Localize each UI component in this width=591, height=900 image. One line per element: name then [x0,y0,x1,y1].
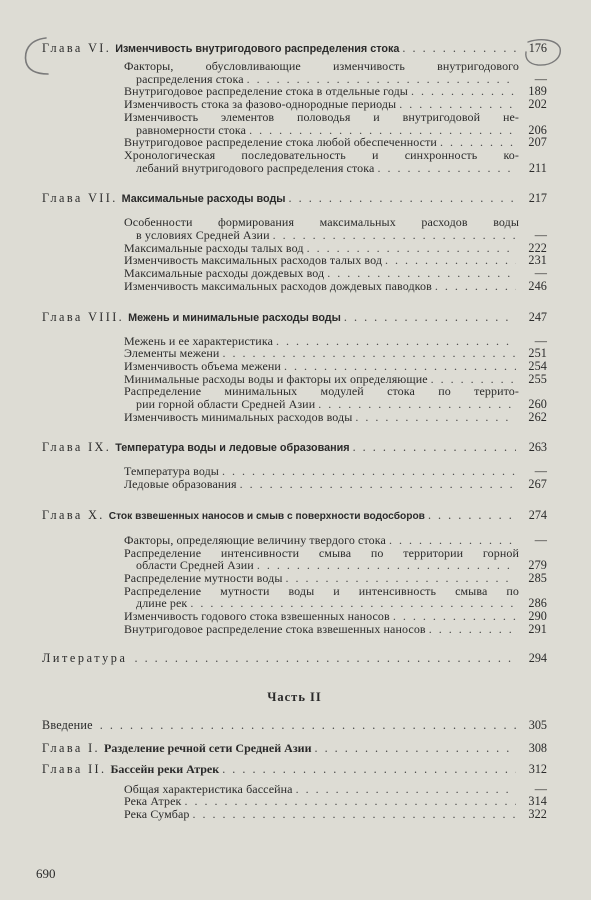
entry-text-line: Общая характеристика бассейна [124,781,293,796]
chapter-page: 274 [528,507,547,522]
toc-entry[interactable] [124,360,547,373]
entry-text-line: Внутригодовое распределение стока взвешенных наносов [124,621,426,636]
chapter-title: Разделение речной сети Средней Азии [103,740,312,755]
spacer [42,491,547,507]
leader-dots [318,398,516,411]
chapter-title: Изменчивость внутригодового распределения стока [115,43,400,55]
entry-text-line: Изменчивость максимальных расходов талых вод [124,253,383,268]
entry-text-line: Изменчивость минимальных расходов воды [124,409,353,424]
part-heading: Часть II [267,689,322,704]
section-list [42,783,547,821]
leader-dots [429,623,516,636]
leader-dots [344,309,516,325]
chapter-block [42,761,547,821]
page-number: 690 [36,866,56,881]
leader-dots [393,610,516,623]
entry-text-line: Факторы, определяющие величину твердого стока [124,532,386,547]
spacer [42,293,547,309]
entry-page: — [534,71,547,86]
section-list [42,335,547,424]
entry-text-line: Распределение интенсивности смыва по территории горной [124,545,519,560]
chapter-block [42,439,547,490]
chapter-title: Максимальные расходы воды [121,193,286,206]
entry-text-line: Максимальные расходы дождевых вод [124,266,325,281]
entry-page: 314 [528,794,547,809]
section-list [42,465,547,490]
intro-label: Введение [42,717,93,732]
leader-dots [284,360,516,373]
toc-entry[interactable] [124,795,547,808]
entry-text-line: рии горной области Средней Азии [136,397,316,412]
entry-text-line: Изменчивость максимальных расходов дождевых паводков [124,278,432,293]
entry-text-line: Река Сумбар [124,806,190,821]
toc-entry[interactable] [124,267,547,280]
entry-text-line: Особенности формирования максимальных расходов воды [124,215,519,230]
chapter-title: Бассейн реки Атрек [110,761,220,776]
spacer [42,733,547,740]
entry-page: 262 [528,409,547,424]
chapter-page: 263 [528,440,547,455]
toc-entry[interactable] [124,111,547,136]
entry-text-line: распределения стока [136,71,244,86]
entry-text-line: Максимальные расходы талых вод [124,240,304,255]
chapter-heading[interactable] [42,190,547,207]
leader-dots [100,717,516,733]
chapter-label: Глава IX. [42,440,112,455]
leader-dots [273,229,516,242]
leader-dots [327,267,516,280]
chapter-heading[interactable] [42,507,547,525]
entry-page: 255 [528,371,547,386]
entry-page: — [534,781,547,796]
chapter-page: 312 [528,761,547,776]
toc-entry[interactable] [124,98,547,111]
toc-entry[interactable] [124,623,547,636]
leader-dots [435,280,516,293]
leader-dots [399,98,516,111]
toc-entry[interactable] [124,280,547,293]
intro-entry[interactable] [42,717,547,733]
entry-page: 251 [528,346,547,361]
spacer [42,423,547,439]
entry-text-line: Река Атрек [124,794,182,809]
entry-page: — [534,228,547,243]
chapter-page: 176 [528,41,547,55]
toc-entry[interactable] [124,478,547,491]
chapter-label: Глава VIII. [42,309,125,324]
entry-page: — [534,333,547,348]
entry-text-line: области Средней Азии [136,558,254,573]
chapter-heading[interactable] [42,40,547,57]
leader-dots [428,507,516,523]
leader-dots [296,783,516,796]
entry-page: 279 [528,558,547,573]
leader-dots [222,465,516,478]
entry-page: — [534,532,547,547]
entry-text-line: в условиях Средней Азии [136,228,270,243]
entry-page: 189 [528,84,547,99]
section-list [42,216,547,292]
toc-entry[interactable] [124,783,547,796]
entry-text-line: равномерности стока [136,122,247,137]
chapter-block [42,190,547,292]
literature-label: Литература [42,650,128,665]
leader-dots [314,740,516,756]
entry-text-line: Температура воды [124,464,219,479]
leader-dots [222,761,516,777]
chapter-page: 247 [528,309,547,324]
chapter-page: 217 [528,191,547,206]
entry-page: 285 [528,570,547,585]
entry-text-line: Распределение мутности воды [124,570,283,585]
section-list [42,534,547,636]
entry-text-line: Минимальные расходы воды и факторы их определяющие [124,371,428,386]
entry-page: 286 [528,596,547,611]
toc-entry[interactable] [124,385,547,410]
entry-page: 260 [528,397,547,412]
chapter-heading[interactable] [42,439,547,456]
toc-entry[interactable] [124,585,547,610]
entry-text-line: Внутригодовое распределение стока любой обеспеченности [124,135,437,150]
spacer [42,174,547,190]
chapter-label: Глава VII. [42,191,118,206]
entry-text-line: Хронологическая последовательность и синхронность ко- [124,147,519,162]
toc-entry[interactable] [124,411,547,424]
leader-dots [193,808,517,821]
entry-page: 207 [528,135,547,150]
chapter-label: Глава II. [42,761,107,776]
leader-dots [276,335,516,348]
entry-page: 202 [528,97,547,112]
entry-text-line: Изменчивость годового стока взвешенных наносов [124,609,390,624]
chapter-heading[interactable] [42,761,547,777]
entry-page: 222 [528,240,547,255]
chapter-title: Сток взвешенных наносов и смыв с поверхности водосборов [108,510,425,522]
chapter-heading[interactable] [42,309,547,326]
leader-dots [377,162,516,175]
entry-text-line: Изменчивость объема межени [124,358,281,373]
entry-text-line: Элементы межени [124,346,220,361]
literature-entry[interactable] [42,650,547,666]
chapter-label: Глава X. [42,507,105,522]
entry-page: 267 [528,477,547,492]
entry-text-line: Изменчивость элементов половодья и внутригодовой не- [124,109,519,124]
entry-text-line: Изменчивость стока за фазово-однородные периоды [124,97,397,112]
leader-dots [402,40,516,56]
literature-page: 294 [528,650,547,665]
entry-text-line: лебаний внутригодового распределения стока [136,160,375,175]
entry-page: — [534,266,547,281]
leader-dots [286,572,517,585]
toc-entry[interactable] [124,149,547,174]
leader-dots [355,411,516,424]
toc-entry[interactable] [124,610,547,623]
chapter-block [42,40,547,174]
entry-text-line: Ледовые образования [124,477,237,492]
entry-text-line: Факторы, обусловливающие изменчивость внутригодового [124,59,519,73]
entry-page: 206 [528,122,547,137]
chapter-block [42,507,547,636]
entry-page: 254 [528,358,547,373]
spacer [42,636,547,650]
toc-entry[interactable] [124,808,547,821]
chapter-label: Глава VI. [42,41,112,55]
entry-page: 322 [528,806,547,821]
intro-page: 305 [528,717,547,732]
entry-text-line: Распределение минимальных модулей стока по террито- [124,384,519,399]
entry-text-line: Внутригодовое распределение стока в отдельные годы [124,84,408,99]
chapter-heading[interactable] [42,740,547,756]
entry-page: 231 [528,253,547,268]
leader-dots [240,478,516,491]
leader-dots [411,85,516,98]
leader-dots [385,254,516,267]
chapter-page: 308 [528,740,547,755]
table-of-contents [42,40,547,821]
entry-text-line: длине рек [136,596,188,611]
leader-dots [389,534,516,547]
toc-entry[interactable] [124,547,547,572]
entry-text-line: Распределение мутности воды и интенсивность смыва по [124,583,519,598]
entry-page: 291 [528,621,547,636]
toc-entry[interactable] [124,60,547,85]
entry-page: — [534,464,547,479]
entry-page: 211 [528,160,547,175]
entry-page: 246 [528,278,547,293]
chapter-block [42,309,547,424]
toc-entry[interactable] [124,572,547,585]
toc-entry[interactable] [124,216,547,241]
leader-dots [353,439,516,455]
leader-dots [257,559,516,572]
chapter-label: Глава I. [42,740,100,755]
toc-entry[interactable] [124,534,547,547]
leader-dots [289,190,516,206]
entry-text-line: Межень и ее характеристика [124,333,273,348]
section-list [42,60,547,174]
leader-dots [184,795,516,808]
entry-page: 290 [528,609,547,624]
chapter-title: Температура воды и ледовые образования [115,442,350,455]
chapter-title: Межень и минимальные расходы воды [128,311,341,324]
leader-dots [134,650,516,666]
